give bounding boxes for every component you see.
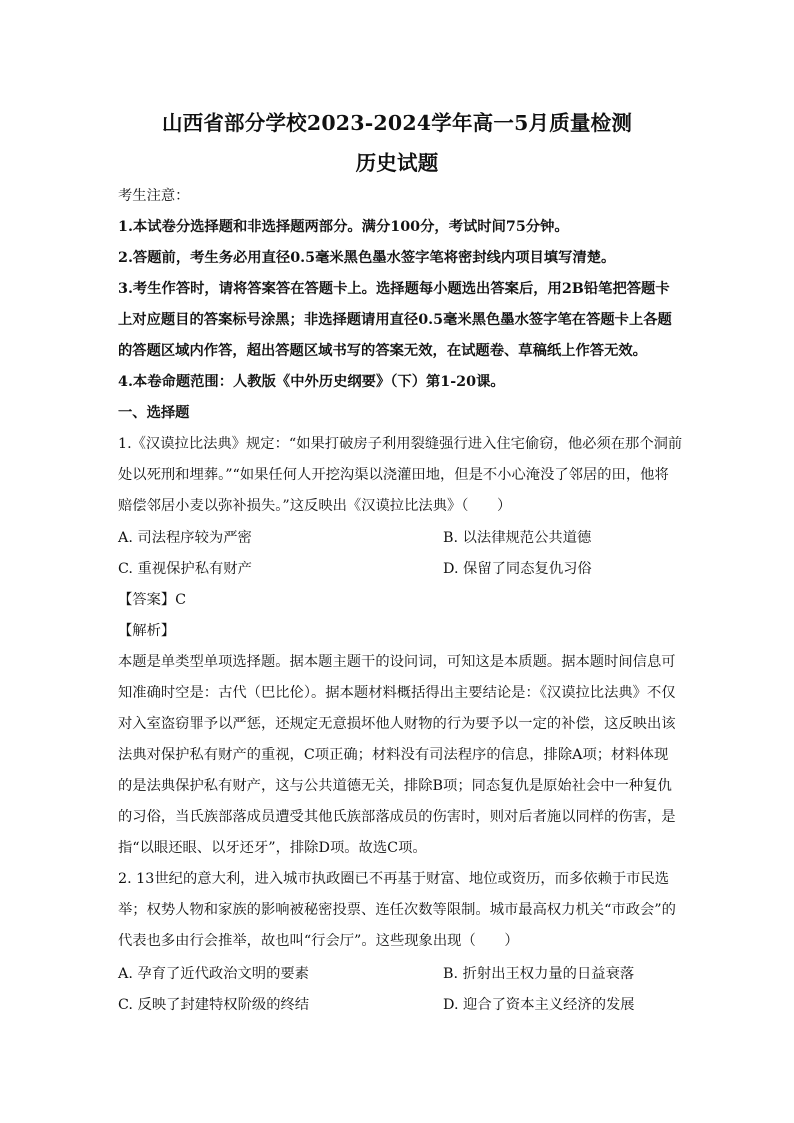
page-title: 山西省部分学校2023-2024学年高一5月质量检测 xyxy=(161,111,633,135)
question-1-option-d: D. 保留了同态复仇习俗 xyxy=(443,561,592,577)
page-subtitle: 历史试题 xyxy=(355,151,439,175)
question-2-option-c: C. 反映了封建特权阶级的终结 xyxy=(118,997,310,1013)
question-1-text: 1.《汉谟拉比法典》规定：“如果打破房子利用裂缝强行进入住宅偷窃，他必须在那个洞前 xyxy=(118,436,683,452)
question-1-analysis-text: 对入室盗窃罪予以严惩，还规定无意损坏他人财物的行为要予以一定的补偿，这反映出该 xyxy=(118,716,676,732)
question-2-option-b: B. 折射出王权力量的日益衰落 xyxy=(443,966,635,982)
notice-item: 3.考生作答时，请将答案答在答题卡上。选择题每小题选出答案后，用2B铅笔把答题卡 xyxy=(118,281,670,297)
notice-item: 4.本卷命题范围：人教版《中外历史纲要》（下）第1-20课。 xyxy=(118,374,505,390)
question-1-analysis-text: 的习俗，当氏族部落成员遭受其他氏族部落成员的伤害时，则对后者施以同样的伤害，是 xyxy=(118,809,676,825)
question-2-text: 举；权势人物和家族的影响被秘密投票、连任次数等限制。城市最高权力机关“市政会”的 xyxy=(118,902,676,918)
question-1-analysis-text: 的是法典保护私有财产，这与公共道德无关，排除B项；同态复仇是原始社会中一种复仇 xyxy=(118,778,672,794)
question-1-option-b: B. 以法律规范公共道德 xyxy=(443,530,592,546)
notice-heading: 考生注意： xyxy=(118,188,190,204)
notice-item: 2.答题前，考生务必用直径0.5毫米黑色墨水签字笔将密封线内项目填写清楚。 xyxy=(118,250,616,266)
question-2-text: 代表也多由行会推举，故也叫“行会厅”。这些现象出现（ ） xyxy=(118,933,519,949)
notice-item: 1.本试卷分选择题和非选择题两部分。满分100分，考试时间75分钟。 xyxy=(118,219,569,235)
question-2-option-a: A. 孕育了近代政治文明的要素 xyxy=(118,966,309,982)
question-1-text: 赔偿邻居小麦以弥补损失。”这反映出《汉谟拉比法典》（ ） xyxy=(118,498,512,514)
question-1-analysis-text: 知准确时空是：古代（巴比伦）。据本题材料概括得出主要结论是：《汉谟拉比法典》不仅 xyxy=(118,685,676,701)
question-1-option-c: C. 重视保护私有财产 xyxy=(118,561,252,577)
question-2-option-d: D. 迎合了资本主义经济的发展 xyxy=(443,997,635,1013)
notice-item: 的答题区域内作答，超出答题区域书写的答案无效，在试题卷、草稿纸上作答无效。 xyxy=(118,343,647,359)
question-1-answer: 【答案】C xyxy=(118,592,187,608)
question-1-analysis-heading: 【解析】 xyxy=(118,623,176,639)
section-heading: 一、选择题 xyxy=(118,405,190,421)
question-2-text: 2. 13世纪的意大利，进入城市执政圈已不再基于财富、地位或资历，而多依赖于市民选 xyxy=(118,871,670,887)
question-1-analysis-text: 法典对保护私有财产的重视，C项正确；材料没有司法程序的信息，排除A项；材料体现 xyxy=(118,747,669,763)
question-1-analysis-text: 指“以眼还眼、以牙还牙”，排除D项。故选C项。 xyxy=(118,840,427,856)
question-1-option-a: A. 司法程序较为严密 xyxy=(118,530,252,546)
question-1-text: 处以死刑和埋葬。”“如果任何人开挖沟渠以浇灌田地，但是不小心淹没了邻居的田，他将 xyxy=(118,467,669,483)
question-1-analysis-text: 本题是单类型单项选择题。据本题主题干的设问词，可知这是本质题。据本题时间信息可 xyxy=(118,654,676,670)
notice-item: 上对应题目的答案标号涂黑；非选择题请用直径0.5毫米黑色墨水签字笔在答题卡上各题 xyxy=(118,312,672,328)
